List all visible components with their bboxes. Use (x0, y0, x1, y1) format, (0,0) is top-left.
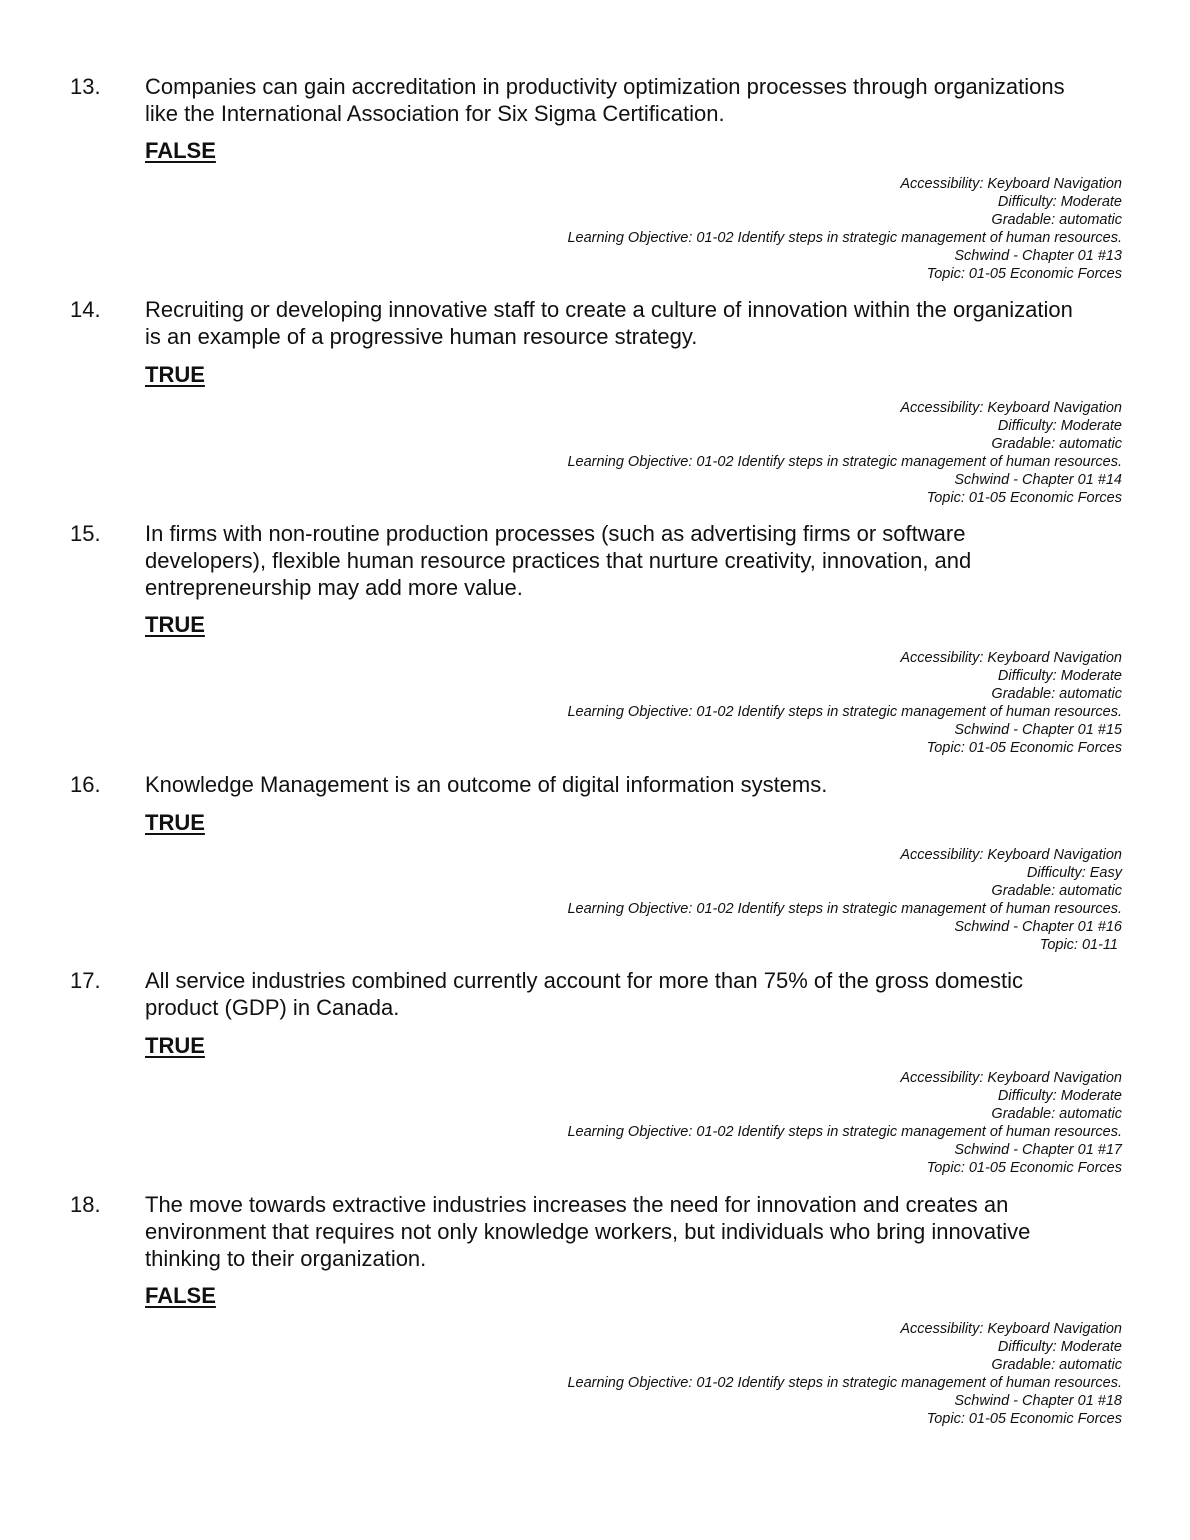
meta-accessibility: Accessibility: Keyboard Navigation (900, 400, 1122, 416)
meta-learning-objective: Learning Objective: 01-02 Identify steps in strategic management of human resources. (567, 1375, 1122, 1391)
question-text: Companies can gain accreditation in productivity optimization processes through organizations like the International Association for Six Sigma Certification. (145, 74, 1065, 126)
meta-accessibility: Accessibility: Keyboard Navigation (900, 1070, 1122, 1086)
meta-difficulty: Difficulty: Moderate (997, 1088, 1122, 1104)
meta-source: Schwind - Chapter 01 #13 (954, 248, 1122, 264)
question-text: Recruiting or developing innovative staff to create a culture of innovation within the organization is an example of a progressive human resource strategy. (145, 297, 1073, 349)
meta-learning-objective: Learning Objective: 01-02 Identify steps in strategic management of human resources. (567, 704, 1122, 720)
question-answer: TRUE (145, 810, 205, 835)
question-number: 17. (70, 968, 101, 993)
question-text: Knowledge Management is an outcome of digital information systems. (145, 772, 828, 797)
question-text: All service industries combined currently account for more than 75% of the gross domestic product (GDP) in Canada. (145, 968, 1023, 1020)
meta-source: Schwind - Chapter 01 #14 (954, 472, 1122, 488)
meta-source: Schwind - Chapter 01 #16 (954, 919, 1122, 935)
question-text: In firms with non-routine production processes (such as advertising firms or software developers), flexible human resource practices that nurture creativity, innovation, and entrepreneurship may add more value. (145, 521, 972, 600)
meta-source: Schwind - Chapter 01 #17 (954, 1142, 1122, 1158)
meta-learning-objective: Learning Objective: 01-02 Identify steps in strategic management of human resources. (567, 454, 1122, 470)
meta-accessibility: Accessibility: Keyboard Navigation (900, 847, 1122, 863)
meta-difficulty: Difficulty: Moderate (997, 418, 1122, 434)
question-answer: FALSE (145, 138, 216, 163)
meta-gradable: Gradable: automatic (991, 883, 1122, 899)
question-answer: TRUE (145, 612, 205, 637)
meta-learning-objective: Learning Objective: 01-02 Identify steps in strategic management of human resources. (567, 230, 1122, 246)
question-number: 13. (70, 74, 101, 99)
question-answer: TRUE (145, 362, 205, 387)
meta-gradable: Gradable: automatic (991, 1106, 1122, 1122)
question-metadata (422, 175, 1122, 283)
question-metadata (422, 1320, 1122, 1428)
question-metadata (422, 649, 1122, 757)
question-metadata (422, 399, 1122, 507)
meta-topic: Topic: 01-05 Economic Forces (926, 490, 1122, 506)
meta-difficulty: Difficulty: Moderate (997, 1339, 1122, 1355)
meta-source: Schwind - Chapter 01 #18 (954, 1393, 1122, 1409)
meta-topic: Topic: 01-05 Economic Forces (926, 266, 1122, 282)
meta-difficulty: Difficulty: Moderate (997, 194, 1122, 210)
meta-topic: Topic: 01-11 (1039, 937, 1118, 953)
meta-accessibility: Accessibility: Keyboard Navigation (900, 1321, 1122, 1337)
meta-topic: Topic: 01-05 Economic Forces (926, 1160, 1122, 1176)
meta-learning-objective: Learning Objective: 01-02 Identify steps in strategic management of human resources. (567, 901, 1122, 917)
question-answer: FALSE (145, 1283, 216, 1308)
meta-learning-objective: Learning Objective: 01-02 Identify steps in strategic management of human resources. (567, 1124, 1122, 1140)
question-metadata (422, 846, 1122, 954)
question-number: 18. (70, 1192, 101, 1217)
meta-gradable: Gradable: automatic (991, 686, 1122, 702)
meta-gradable: Gradable: automatic (991, 212, 1122, 228)
question-number: 14. (70, 297, 101, 322)
meta-accessibility: Accessibility: Keyboard Navigation (900, 650, 1122, 666)
question-text: The move towards extractive industries increases the need for innovation and creates an environment that requires not only knowledge workers, but individuals who bring innovative thinking to their organization. (145, 1192, 1031, 1271)
question-metadata (422, 1069, 1122, 1177)
meta-gradable: Gradable: automatic (991, 436, 1122, 452)
question-number: 16. (70, 772, 101, 797)
meta-topic: Topic: 01-05 Economic Forces (926, 740, 1122, 756)
question-answer: TRUE (145, 1033, 205, 1058)
meta-difficulty: Difficulty: Easy (1026, 865, 1122, 881)
meta-difficulty: Difficulty: Moderate (997, 668, 1122, 684)
question-number: 15. (70, 521, 101, 546)
meta-gradable: Gradable: automatic (991, 1357, 1122, 1373)
meta-topic: Topic: 01-05 Economic Forces (926, 1411, 1122, 1427)
meta-source: Schwind - Chapter 01 #15 (954, 722, 1122, 738)
meta-accessibility: Accessibility: Keyboard Navigation (900, 176, 1122, 192)
